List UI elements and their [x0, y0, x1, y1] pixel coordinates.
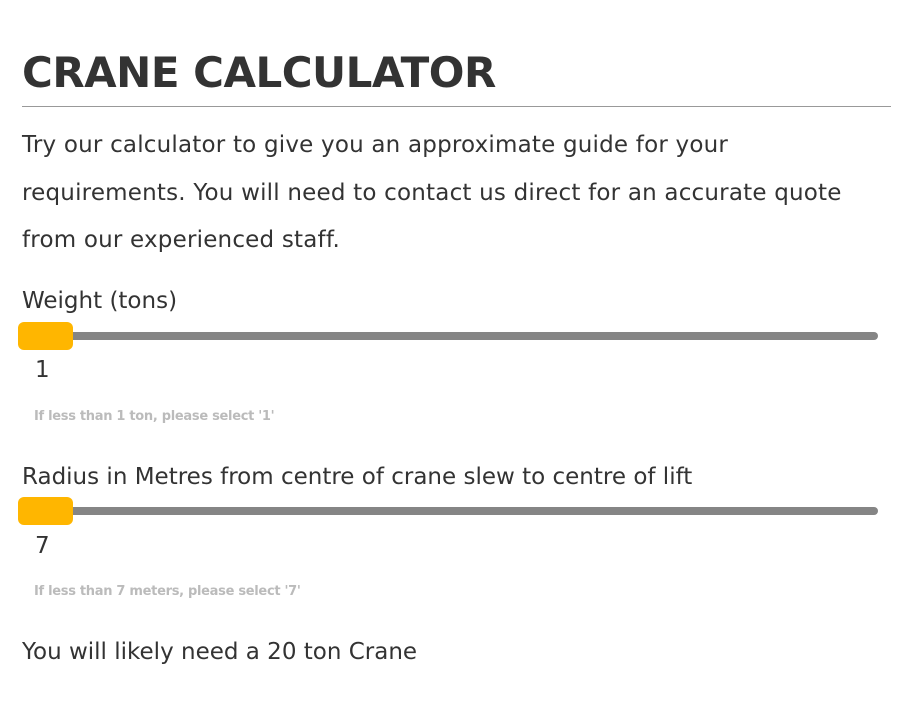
- result-text: You will likely need a 20 ton Crane: [22, 639, 418, 665]
- weight-slider-track[interactable]: [18, 332, 878, 340]
- weight-slider[interactable]: [18, 322, 878, 350]
- weight-label: Weight (tons): [22, 288, 178, 314]
- radius-slider[interactable]: [18, 497, 878, 525]
- radius-slider-thumb[interactable]: [18, 497, 73, 525]
- radius-label: Radius in Metres from centre of crane slew to centre of lift: [22, 464, 693, 490]
- weight-hint: If less than 1 ton, please select '1': [34, 409, 275, 424]
- radius-value: 7: [35, 533, 50, 559]
- intro-text: Try our calculator to give you an approximate guide for your requirements. You will need to contact us direct for an accurate quote from our experienced staff.: [22, 132, 842, 253]
- weight-slider-thumb[interactable]: [18, 322, 73, 350]
- radius-slider-track[interactable]: [18, 507, 878, 515]
- page-title: CRANE CALCULATOR: [22, 48, 496, 97]
- title-divider: [22, 106, 891, 107]
- radius-hint: If less than 7 meters, please select '7': [34, 584, 301, 599]
- weight-value: 1: [35, 357, 50, 383]
